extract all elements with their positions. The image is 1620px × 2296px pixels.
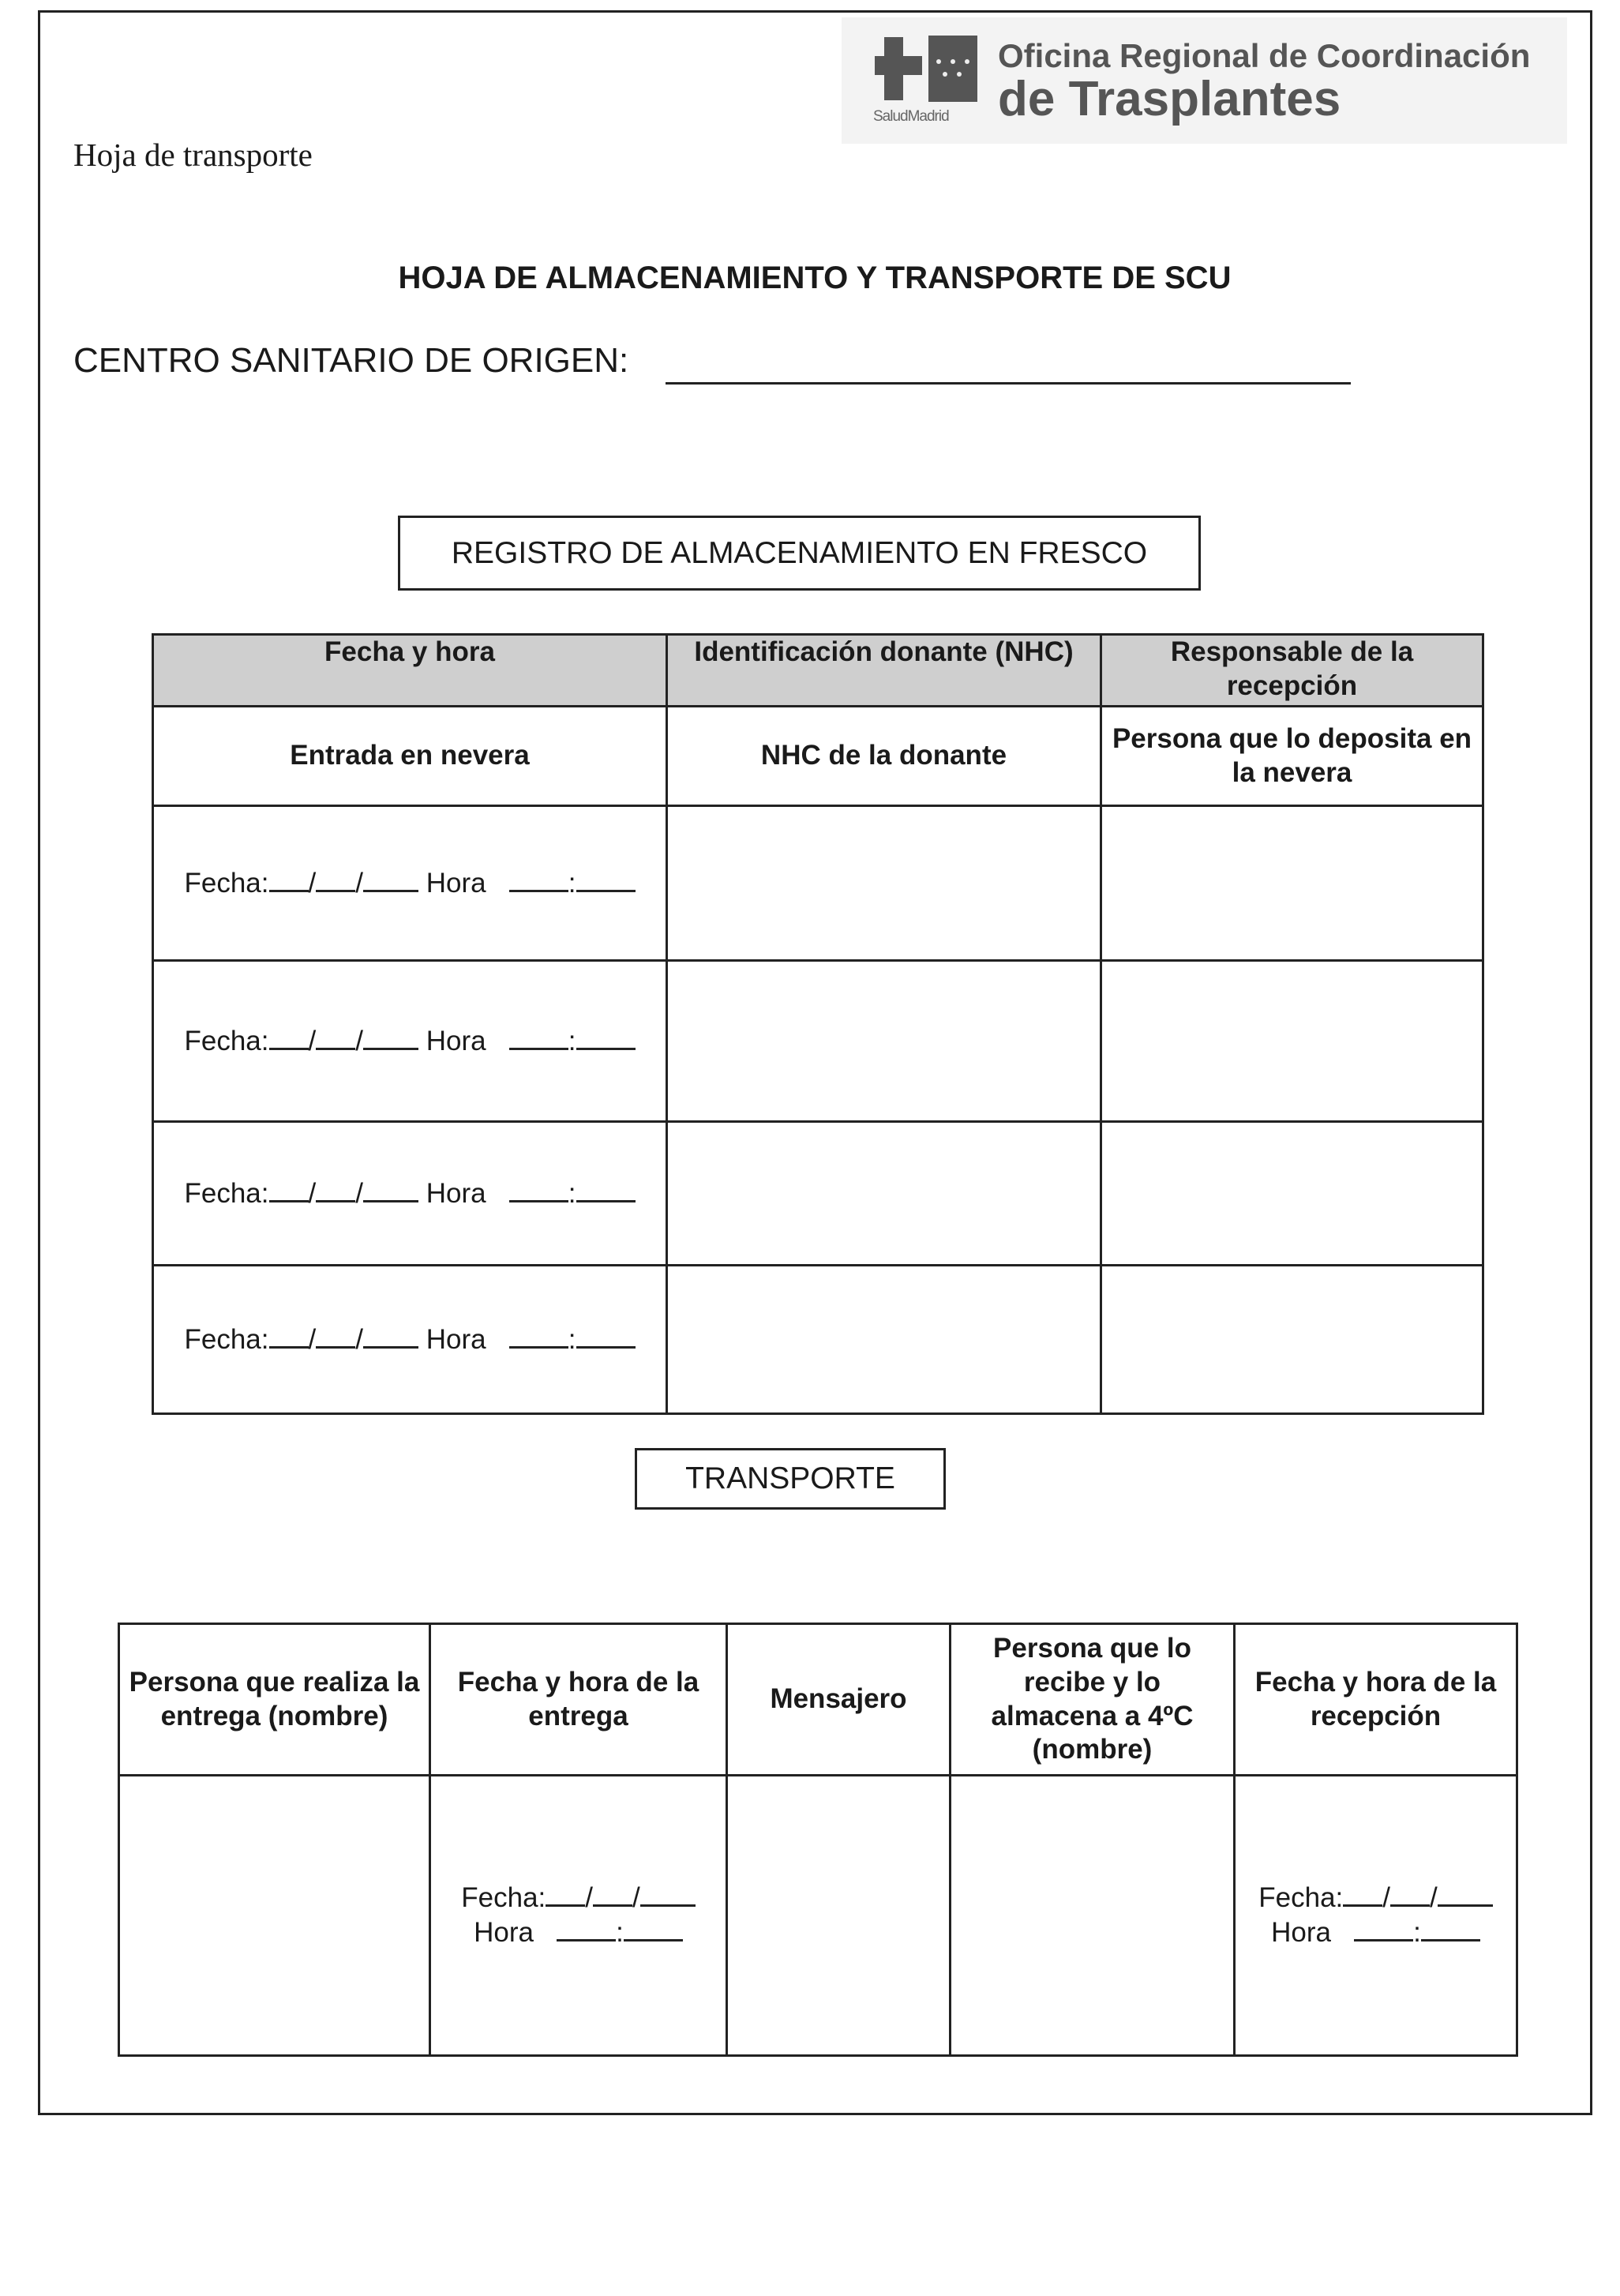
persona-cell[interactable]	[1101, 806, 1483, 961]
registro-section-label: REGISTRO DE ALMACENAMIENTO EN FRESCO	[398, 516, 1201, 591]
header-responsable: Responsable de la recepción	[1101, 635, 1483, 707]
table-row	[153, 961, 1483, 1122]
centro-input-line[interactable]	[666, 382, 1351, 385]
table-row	[153, 806, 1483, 961]
table-row	[153, 1266, 1483, 1414]
subheader-persona: Persona que lo deposita en la nevera	[1101, 707, 1483, 806]
transporte-section-label: TRANSPORTE	[635, 1448, 946, 1510]
nhc-cell[interactable]	[667, 1266, 1101, 1414]
fecha-hora-entrega-cell[interactable]: Fecha: / / Hora :	[430, 1776, 727, 2056]
header-fecha-recepcion: Fecha y hora de la recepción	[1235, 1624, 1517, 1776]
header-persona-entrega: Persona que realiza la entrega (nombre)	[119, 1624, 430, 1776]
salud-madrid-logo-icon: SaludMadrid	[873, 29, 984, 132]
table-row	[119, 1776, 1517, 2056]
persona-cell[interactable]	[1101, 1266, 1483, 1414]
mensajero-cell[interactable]	[727, 1776, 951, 2056]
fecha-hora-cell[interactable]: Fecha: / / Hora :	[153, 806, 667, 961]
fecha-label: Fecha:	[184, 1177, 269, 1209]
logo	[842, 17, 1567, 144]
persona-cell[interactable]	[1101, 1122, 1483, 1266]
persona-recibe-cell[interactable]	[951, 1776, 1235, 2056]
transport-table	[118, 1623, 1518, 2057]
centro-label: CENTRO SANITARIO DE ORIGEN:	[73, 341, 629, 380]
logo-line1: Oficina Regional de Coordinación	[998, 37, 1531, 74]
nhc-cell[interactable]	[667, 1122, 1101, 1266]
persona-cell[interactable]	[1101, 961, 1483, 1122]
header-fecha-hora: Fecha y hora	[153, 635, 667, 707]
nhc-cell[interactable]	[667, 806, 1101, 961]
fecha-hora-cell[interactable]: Fecha: / / Hora :	[153, 1266, 667, 1414]
fecha-hora-cell[interactable]: Fecha: / / Hora :	[153, 1122, 667, 1266]
fecha-label: Fecha:	[1258, 1882, 1344, 1914]
header-fecha-entrega: Fecha y hora de la entrega	[430, 1624, 727, 1776]
hora-label: Hora	[474, 1917, 534, 1948]
storage-table	[152, 633, 1484, 1415]
subheader-entrada: Entrada en nevera	[153, 707, 667, 806]
fecha-label: Fecha:	[184, 1025, 269, 1056]
document-label: Hoja de transporte	[73, 137, 313, 173]
header-persona-recibe: Persona que lo recibe y lo almacena a 4ºC (nombre)	[951, 1624, 1235, 1776]
hora-label: Hora	[426, 867, 486, 899]
fecha-label: Fecha:	[461, 1882, 546, 1914]
hora-label: Hora	[426, 1323, 486, 1355]
table-row	[153, 1122, 1483, 1266]
hora-label: Hora	[1271, 1917, 1331, 1948]
fecha-hora-cell[interactable]: Fecha: / / Hora :	[153, 961, 667, 1122]
fecha-label: Fecha:	[184, 867, 269, 899]
hora-label: Hora	[426, 1025, 486, 1056]
logo-line2: de Trasplantes	[998, 72, 1341, 126]
subheader-nhc: NHC de la donante	[667, 707, 1101, 806]
header-mensajero: Mensajero	[727, 1624, 951, 1776]
persona-entrega-cell[interactable]	[119, 1776, 430, 2056]
page-title: HOJA DE ALMACENAMIENTO Y TRANSPORTE DE SCU	[398, 261, 1232, 295]
hora-label: Hora	[426, 1177, 486, 1209]
nhc-cell[interactable]	[667, 961, 1101, 1122]
header-identificacion: Identificación donante (NHC)	[667, 635, 1101, 707]
fecha-hora-recepcion-cell[interactable]: Fecha: / / Hora :	[1235, 1776, 1517, 2056]
fecha-label: Fecha:	[184, 1323, 269, 1355]
